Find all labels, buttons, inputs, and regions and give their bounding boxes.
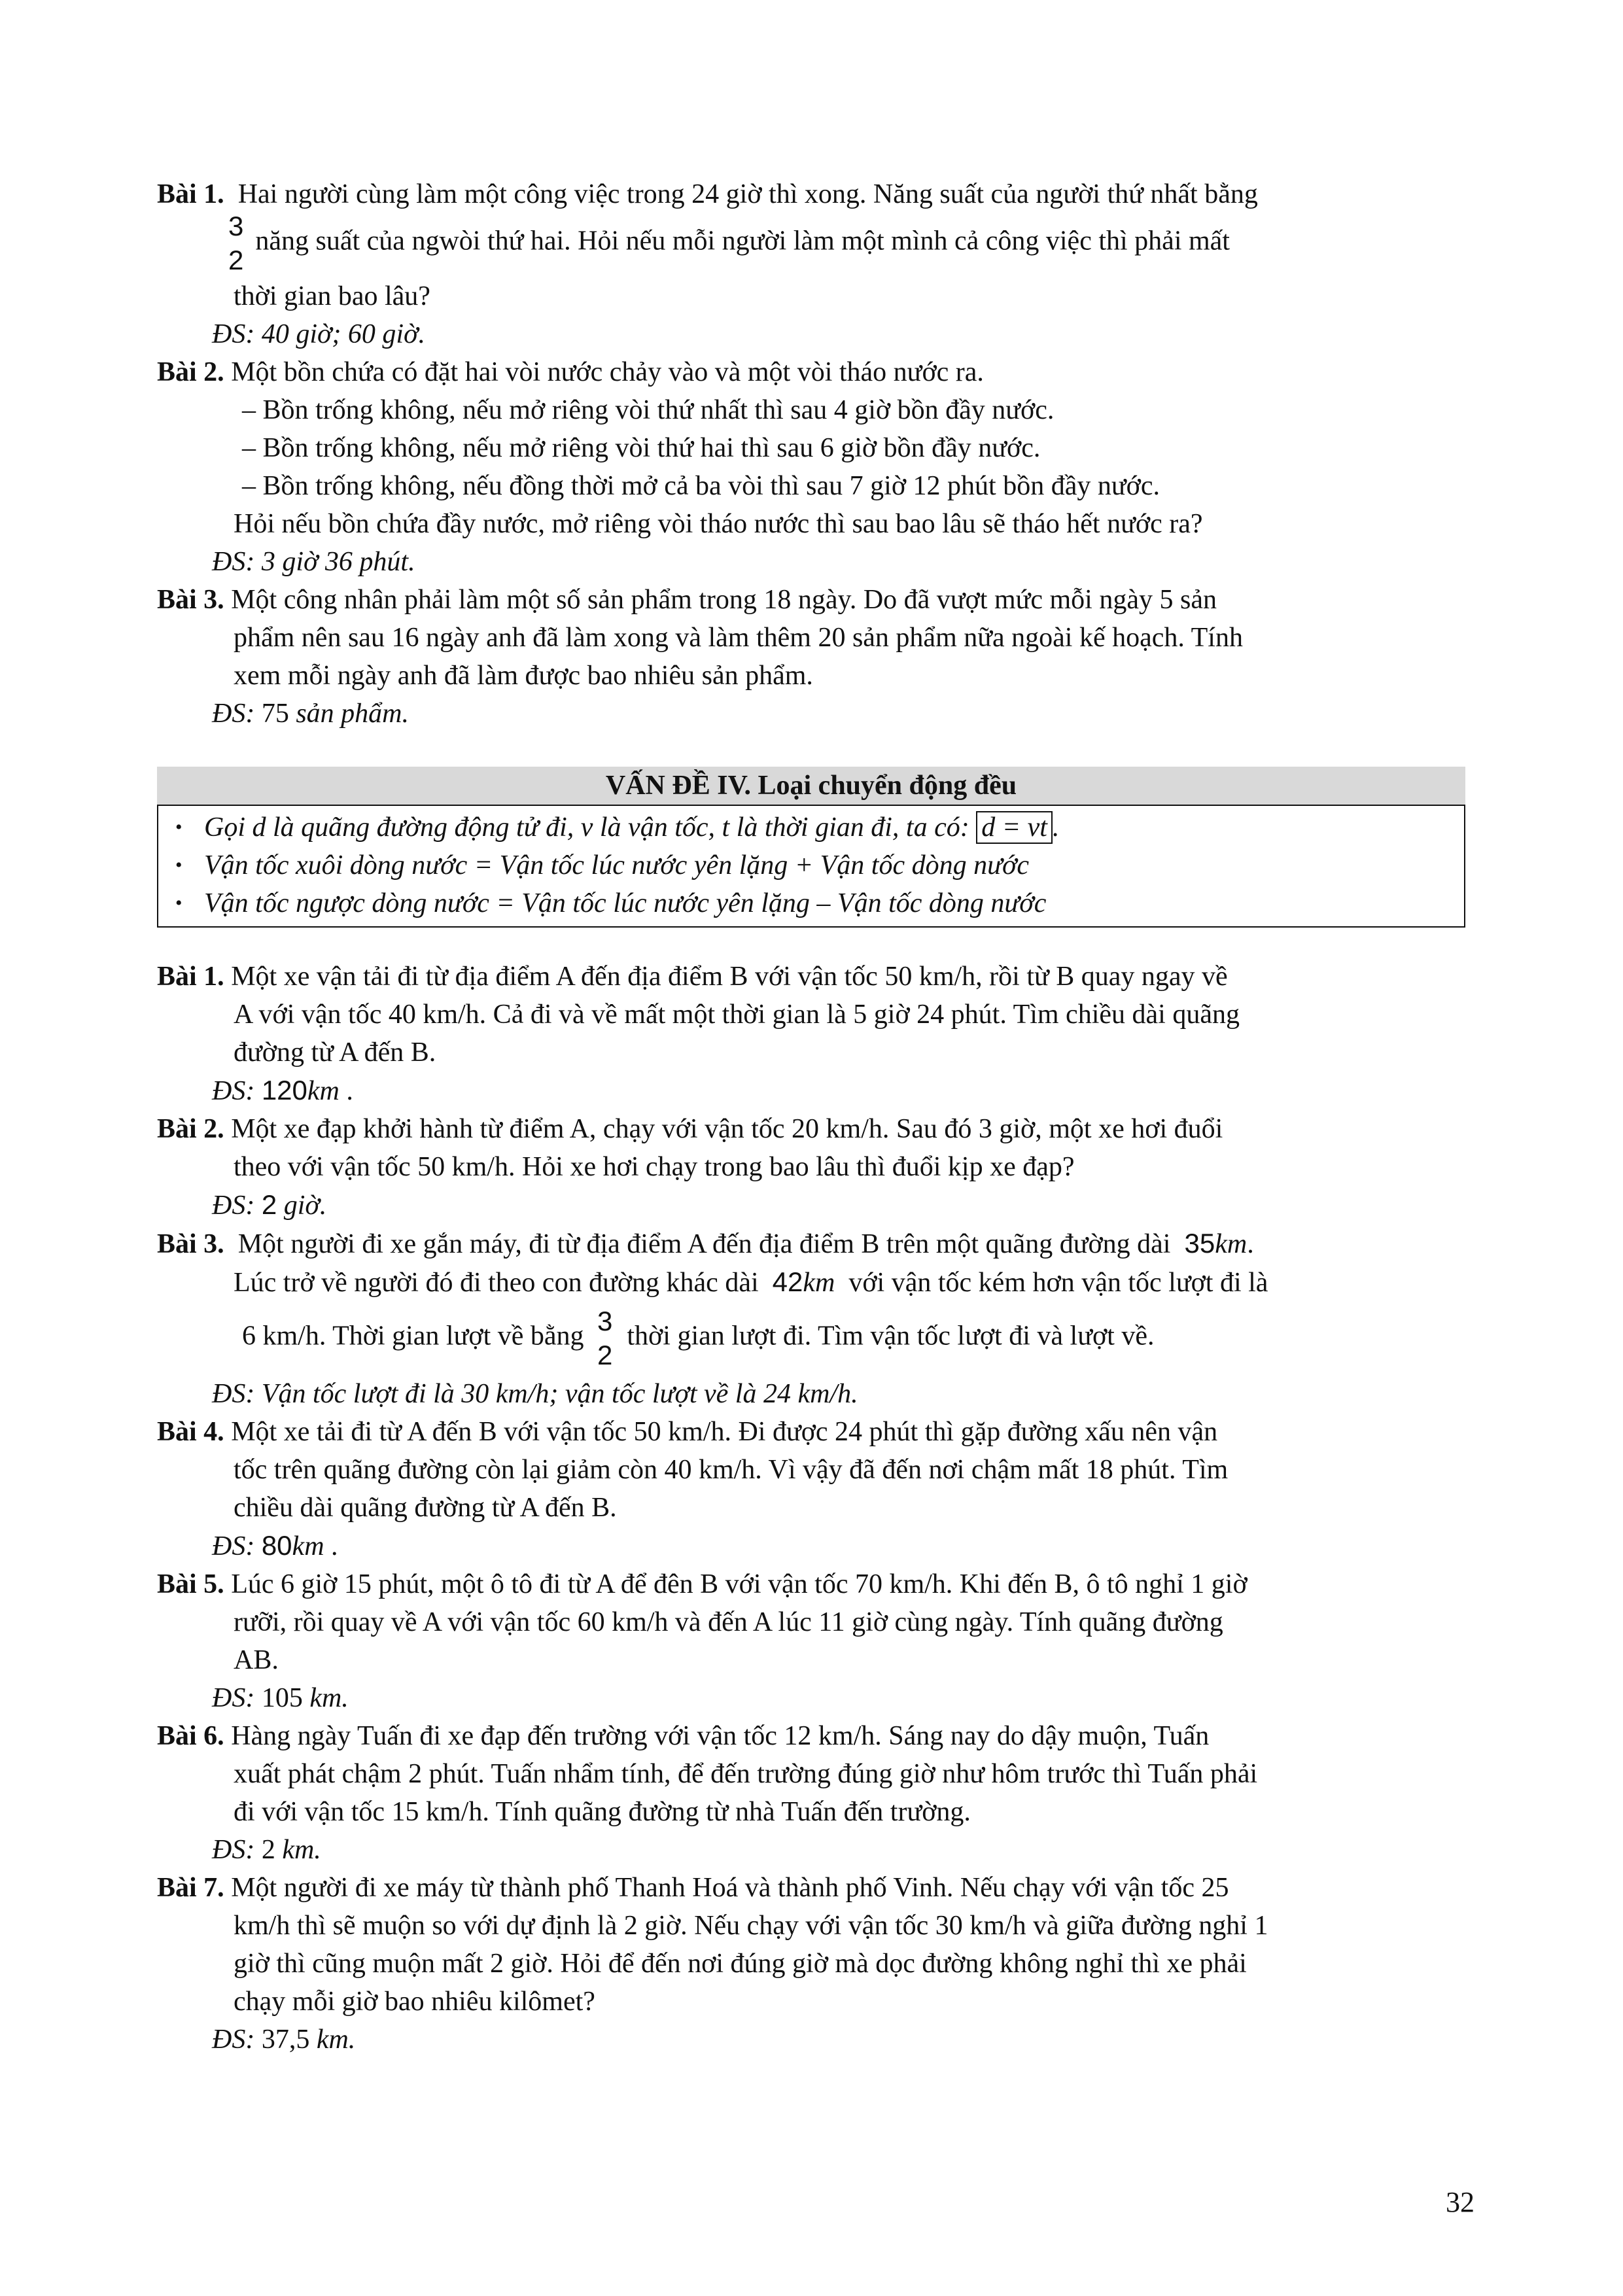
answer: ĐS: 40 giờ; 60 giờ. [212, 319, 425, 349]
bullet-icon: • [175, 892, 183, 914]
problem-text: chiều dài quãng đường từ A đến B. [234, 1493, 617, 1523]
punct: . [1247, 1229, 1254, 1259]
list-item: – Bồn trống không, nếu mở riêng vòi thứ nhất thì sau 4 giờ bồn đầy nước. [242, 395, 1055, 425]
answer-end: . [331, 1531, 338, 1561]
problem-text: đi với vận tốc 15 km/h. Tính quãng đường từ nhà Tuấn đến trường. [234, 1797, 971, 1827]
problem-4-4 [157, 1413, 1478, 1565]
problem-text: đường từ A đến B. [234, 1037, 436, 1068]
fraction [228, 209, 243, 277]
problem-label: Bài 5. [157, 1569, 224, 1599]
problem-label: Bài 4. [157, 1417, 224, 1447]
fraction-denominator: 2 [597, 1340, 613, 1370]
problem-label: Bài 6. [157, 1721, 224, 1751]
list-item: – Bồn trống không, nếu mở riêng vòi thứ hai thì sau 6 giờ bồn đầy nước. [242, 433, 1041, 463]
problem-text: chạy mỗi giờ bao nhiêu kilômet? [234, 1987, 595, 2017]
answer-unit: sản phẩm. [296, 699, 410, 729]
problem-4-6 [157, 1717, 1478, 1869]
answer-prefix: ĐS: [212, 699, 255, 729]
answer-value: 120 [261, 1075, 307, 1105]
problem-text: thời gian lượt đi. Tìm vận tốc lượt đi và lượt về. [627, 1321, 1155, 1351]
problem-4-2 [157, 1110, 1478, 1225]
page-number: 32 [1446, 2186, 1475, 2218]
answer-unit: km. [309, 1683, 349, 1713]
problem-text: Hai người cùng làm một công việc trong 24 giờ thì xong. Năng suất của người thứ nhất bằng [237, 179, 1258, 209]
number: 42 [772, 1266, 803, 1297]
problem-label: Bài 1. [157, 179, 224, 209]
answer-unit: km. [316, 2025, 356, 2055]
unit: km [1215, 1229, 1248, 1259]
formula-box [157, 805, 1465, 928]
problem-label: Bài 1. [157, 962, 224, 992]
problem-text: rưỡi, rồi quay về A với vận tốc 60 km/h và đến A lúc 11 giờ cùng ngày. Tính quãng đường [234, 1607, 1223, 1637]
fraction-numerator: 3 [228, 211, 244, 241]
answer-value: 105 [261, 1683, 303, 1713]
formula-end: . [1052, 812, 1060, 843]
problem-text: A với vận tốc 40 km/h. Cả đi và về mất một thời gian là 5 giờ 24 phút. Tìm chiều dài quãng [234, 1000, 1240, 1030]
section-title: VẤN ĐỀ IV. Loại chuyển động đều [157, 767, 1465, 805]
problem-label: Bài 2. [157, 357, 224, 387]
problem-text: Một xe tải đi từ A đến B với vận tốc 50 km/h. Đi được 24 phút thì gặp đường xấu nên vận [231, 1417, 1218, 1447]
bullet-icon: • [175, 816, 183, 838]
answer-value: 37,5 [261, 2025, 310, 2055]
answer-prefix: ĐS: [212, 1683, 255, 1713]
problem-text: tốc trên quãng đường còn lại giảm còn 40 km/h. Vì vậy đã đến nơi chậm mất 18 phút. Tìm [234, 1455, 1229, 1485]
list-item: – Bồn trống không, nếu đồng thời mở cả ba vòi thì sau 7 giờ 12 phút bồn đầy nước. [242, 471, 1160, 501]
unit: km [803, 1268, 835, 1298]
problem-text: Một người đi xe máy từ thành phố Thanh Hoá và thành phố Vinh. Nếu chạy với vận tốc 25 [231, 1873, 1229, 1903]
problem-3-1 [157, 175, 1478, 353]
problem-3-2 [157, 353, 1478, 581]
problem-text: Một xe đạp khởi hành từ điểm A, chạy với vận tốc 20 km/h. Sau đó 3 giờ, một xe hơi đuổi [231, 1114, 1223, 1144]
answer-prefix: ĐS: [212, 1076, 255, 1106]
problem-text: giờ thì cũng muộn mất 2 giờ. Hỏi để đến nơi đúng giờ mà dọc đường không nghỉ thì xe phải [234, 1949, 1247, 1979]
fraction-numerator: 3 [597, 1306, 613, 1336]
answer-prefix: ĐS: [212, 1191, 255, 1221]
problem-text: Hỏi nếu bồn chứa đầy nước, mở riêng vòi tháo nước thì sau bao lâu sẽ tháo hết nước ra? [234, 509, 1203, 539]
problem-text: xuất phát chậm 2 phút. Tuấn nhẩm tính, để đến trường đúng giờ như hôm trước thì Tuấn phải [234, 1759, 1258, 1789]
problem-text: năng suất của ngwòi thứ hai. Hỏi nếu mỗi người làm một mình cả công việc thì phải mất [255, 226, 1230, 256]
problem-text: Hàng ngày Tuấn đi xe đạp đến trường với vận tốc 12 km/h. Sáng nay do dậy muộn, Tuấn [231, 1721, 1210, 1751]
problem-text: với vận tốc kém hơn vận tốc lượt đi là [848, 1268, 1268, 1298]
problem-label: Bài 3. [157, 585, 224, 615]
problem-4-1 [157, 958, 1478, 1110]
problem-label: Bài 2. [157, 1114, 224, 1144]
formula: d = vt [976, 811, 1053, 844]
bullet-icon: • [175, 854, 183, 876]
problem-text: AB. [234, 1645, 279, 1675]
problem-label: Bài 7. [157, 1873, 224, 1903]
fraction-denominator: 2 [228, 245, 244, 275]
problem-3-3 [157, 581, 1478, 733]
problem-4-3 [157, 1225, 1478, 1413]
answer-unit: km [307, 1076, 340, 1106]
problem-text: phẩm nên sau 16 ngày anh đã làm xong và làm thêm 20 sản phẩm nữa ngoài kế hoạch. Tính [234, 623, 1243, 653]
formula-text: Gọi d là quãng đường động tử đi, v là vận tốc, t là thời gian đi, ta có: [204, 812, 969, 843]
answer-value: 75 [261, 699, 289, 729]
problem-text: Một người đi xe gắn máy, đi từ địa điểm A đến địa điểm B trên một quãng đường dài [237, 1229, 1171, 1259]
document-page [157, 175, 1478, 2059]
answer-unit: km [292, 1531, 324, 1561]
problem-text: theo với vận tốc 50 km/h. Hỏi xe hơi chạy trong bao lâu thì đuổi kịp xe đạp? [234, 1152, 1075, 1182]
problem-text: xem mỗi ngày anh đã làm được bao nhiêu sản phẩm. [234, 661, 813, 691]
formula-text: Vận tốc ngược dòng nước = Vận tốc lúc nước yên lặng – Vận tốc dòng nước [204, 888, 1047, 918]
answer: ĐS: 3 giờ 36 phút. [212, 547, 415, 577]
problem-text: Lúc trở về người đó đi theo con đường khác dài [234, 1268, 759, 1298]
problem-4-7 [157, 1869, 1478, 2059]
fraction [597, 1304, 612, 1372]
problem-text: Lúc 6 giờ 15 phút, một ô tô đi từ A để đên B với vận tốc 70 km/h. Khi đến B, ô tô nghỉ 1 giờ [231, 1569, 1248, 1599]
problem-label: Bài 3. [157, 1229, 224, 1259]
problem-4-5 [157, 1565, 1478, 1717]
problem-text: km/h thì sẽ muộn so với dự định là 2 giờ. Nếu chạy với vận tốc 30 km/h và giữa đường nghỉ 1 [234, 1911, 1268, 1941]
answer-prefix: ĐS: [212, 1835, 255, 1865]
problem-text: thời gian bao lâu? [234, 281, 430, 311]
answer-value: 2 [261, 1835, 275, 1865]
answer-prefix: ĐS: [212, 2025, 255, 2055]
answer-prefix: ĐS: [212, 1531, 255, 1561]
answer: ĐS: Vận tốc lượt đi là 30 km/h; vận tốc lượt về là 24 km/h. [212, 1379, 858, 1409]
answer-unit: km. [282, 1835, 321, 1865]
answer-unit: giờ. [283, 1191, 327, 1221]
problem-text: 6 km/h. Thời gian lượt về bằng [242, 1321, 584, 1351]
problem-text: Một xe vận tải đi từ địa điểm A đến địa điểm B với vận tốc 50 km/h, rồi từ B quay ngay về [231, 962, 1228, 992]
answer-value: 80 [261, 1530, 292, 1561]
number: 35 [1184, 1228, 1215, 1259]
problem-text: Một bồn chứa có đặt hai vòi nước chảy vào và một vòi tháo nước ra. [231, 357, 984, 387]
formula-text: Vận tốc xuôi dòng nước = Vận tốc lúc nước yên lặng + Vận tốc dòng nước [204, 850, 1030, 880]
answer-end: . [346, 1076, 353, 1106]
problem-text: Một công nhân phải làm một số sản phẩm trong 18 ngày. Do đã vượt mức mỗi ngày 5 sản [231, 585, 1217, 615]
answer-value: 2 [261, 1189, 277, 1220]
